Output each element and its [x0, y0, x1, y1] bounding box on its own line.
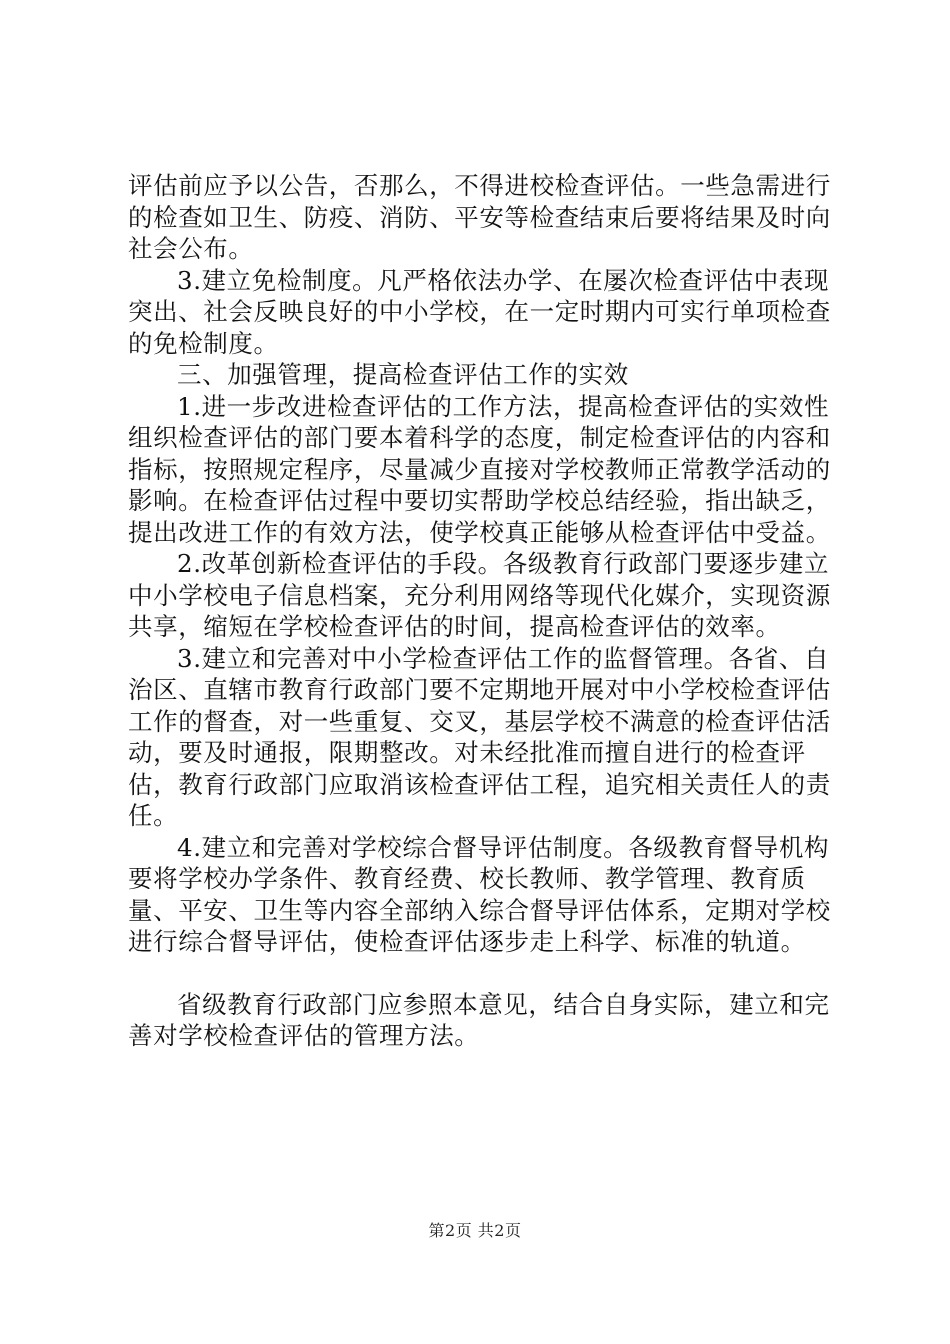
- paragraph-closing: 省级教育行政部门应参照本意见，结合自身实际，建立和完善对学校检查评估的管理方法。: [128, 989, 830, 1050]
- section-heading: 三、加强管理，提高检查评估工作的实效: [177, 360, 629, 389]
- paragraph-supervision: 3.建立和完善对中小学检查评估工作的监督管理。各省、自治区、直辖市教育行政部门要不定期地开展对中小学校检查评估工作的督查，对一些重复、交叉，基层学校不满意的检查评估活动，要及时通报，限期整改。对未经批准而擅自进行的检查评估，教育行政部门应取消该检查评估工程，追究相关责任人的责任。: [128, 643, 831, 830]
- paragraph-reform-means: 2.改革创新检查评估的手段。各级教育行政部门要逐步建立中小学校电子信息档案，充分利用网络等现代化媒介，实现资源共享，缩短在学校检查评估的时间，提高检查评估的效率。: [128, 549, 831, 641]
- paragraph-improve-methods: 1.进一步改进检查评估的工作方法，提高检查评估的实效性组织检查评估的部门要本着科学的态度，制定检查评估的内容和指标，按照规定程序，尽量减少直接对学校教师正常教学活动的影响。在检查评估过程中要切实帮助学校总结经验，指出缺乏，提出改进工作的有效方法，使学校真正能够从检查评估中受益。: [128, 391, 831, 547]
- paragraph-spacer: [128, 958, 833, 989]
- paragraph-exemption-system: 3.建立免检制度。凡严格依法办学、在屡次检查评估中表现突出、社会反映良好的中小学校，在一定时期内可实行单项检查的免检制度。: [128, 265, 831, 358]
- document-body: [128, 170, 833, 1052]
- paragraph-comprehensive-evaluation: 4.建立和完善对学校综合督导评估制度。各级教育督导机构要将学校办学条件、教育经费、校长教师、教学管理、教育质量、平安、卫生等内容全部纳入综合督导评估体系，定期对学校进行综合督导评估，使检查评估逐步走上科学、标准的轨道。: [128, 832, 831, 956]
- paragraph-continuation: 评估前应予以公告，否那么，不得进校检查评估。一些急需进行的检查如卫生、防疫、消防、平安等检查结束后要将结果及时向社会公布。: [128, 171, 831, 263]
- page-footer: 第2页 共2页: [428, 1221, 522, 1240]
